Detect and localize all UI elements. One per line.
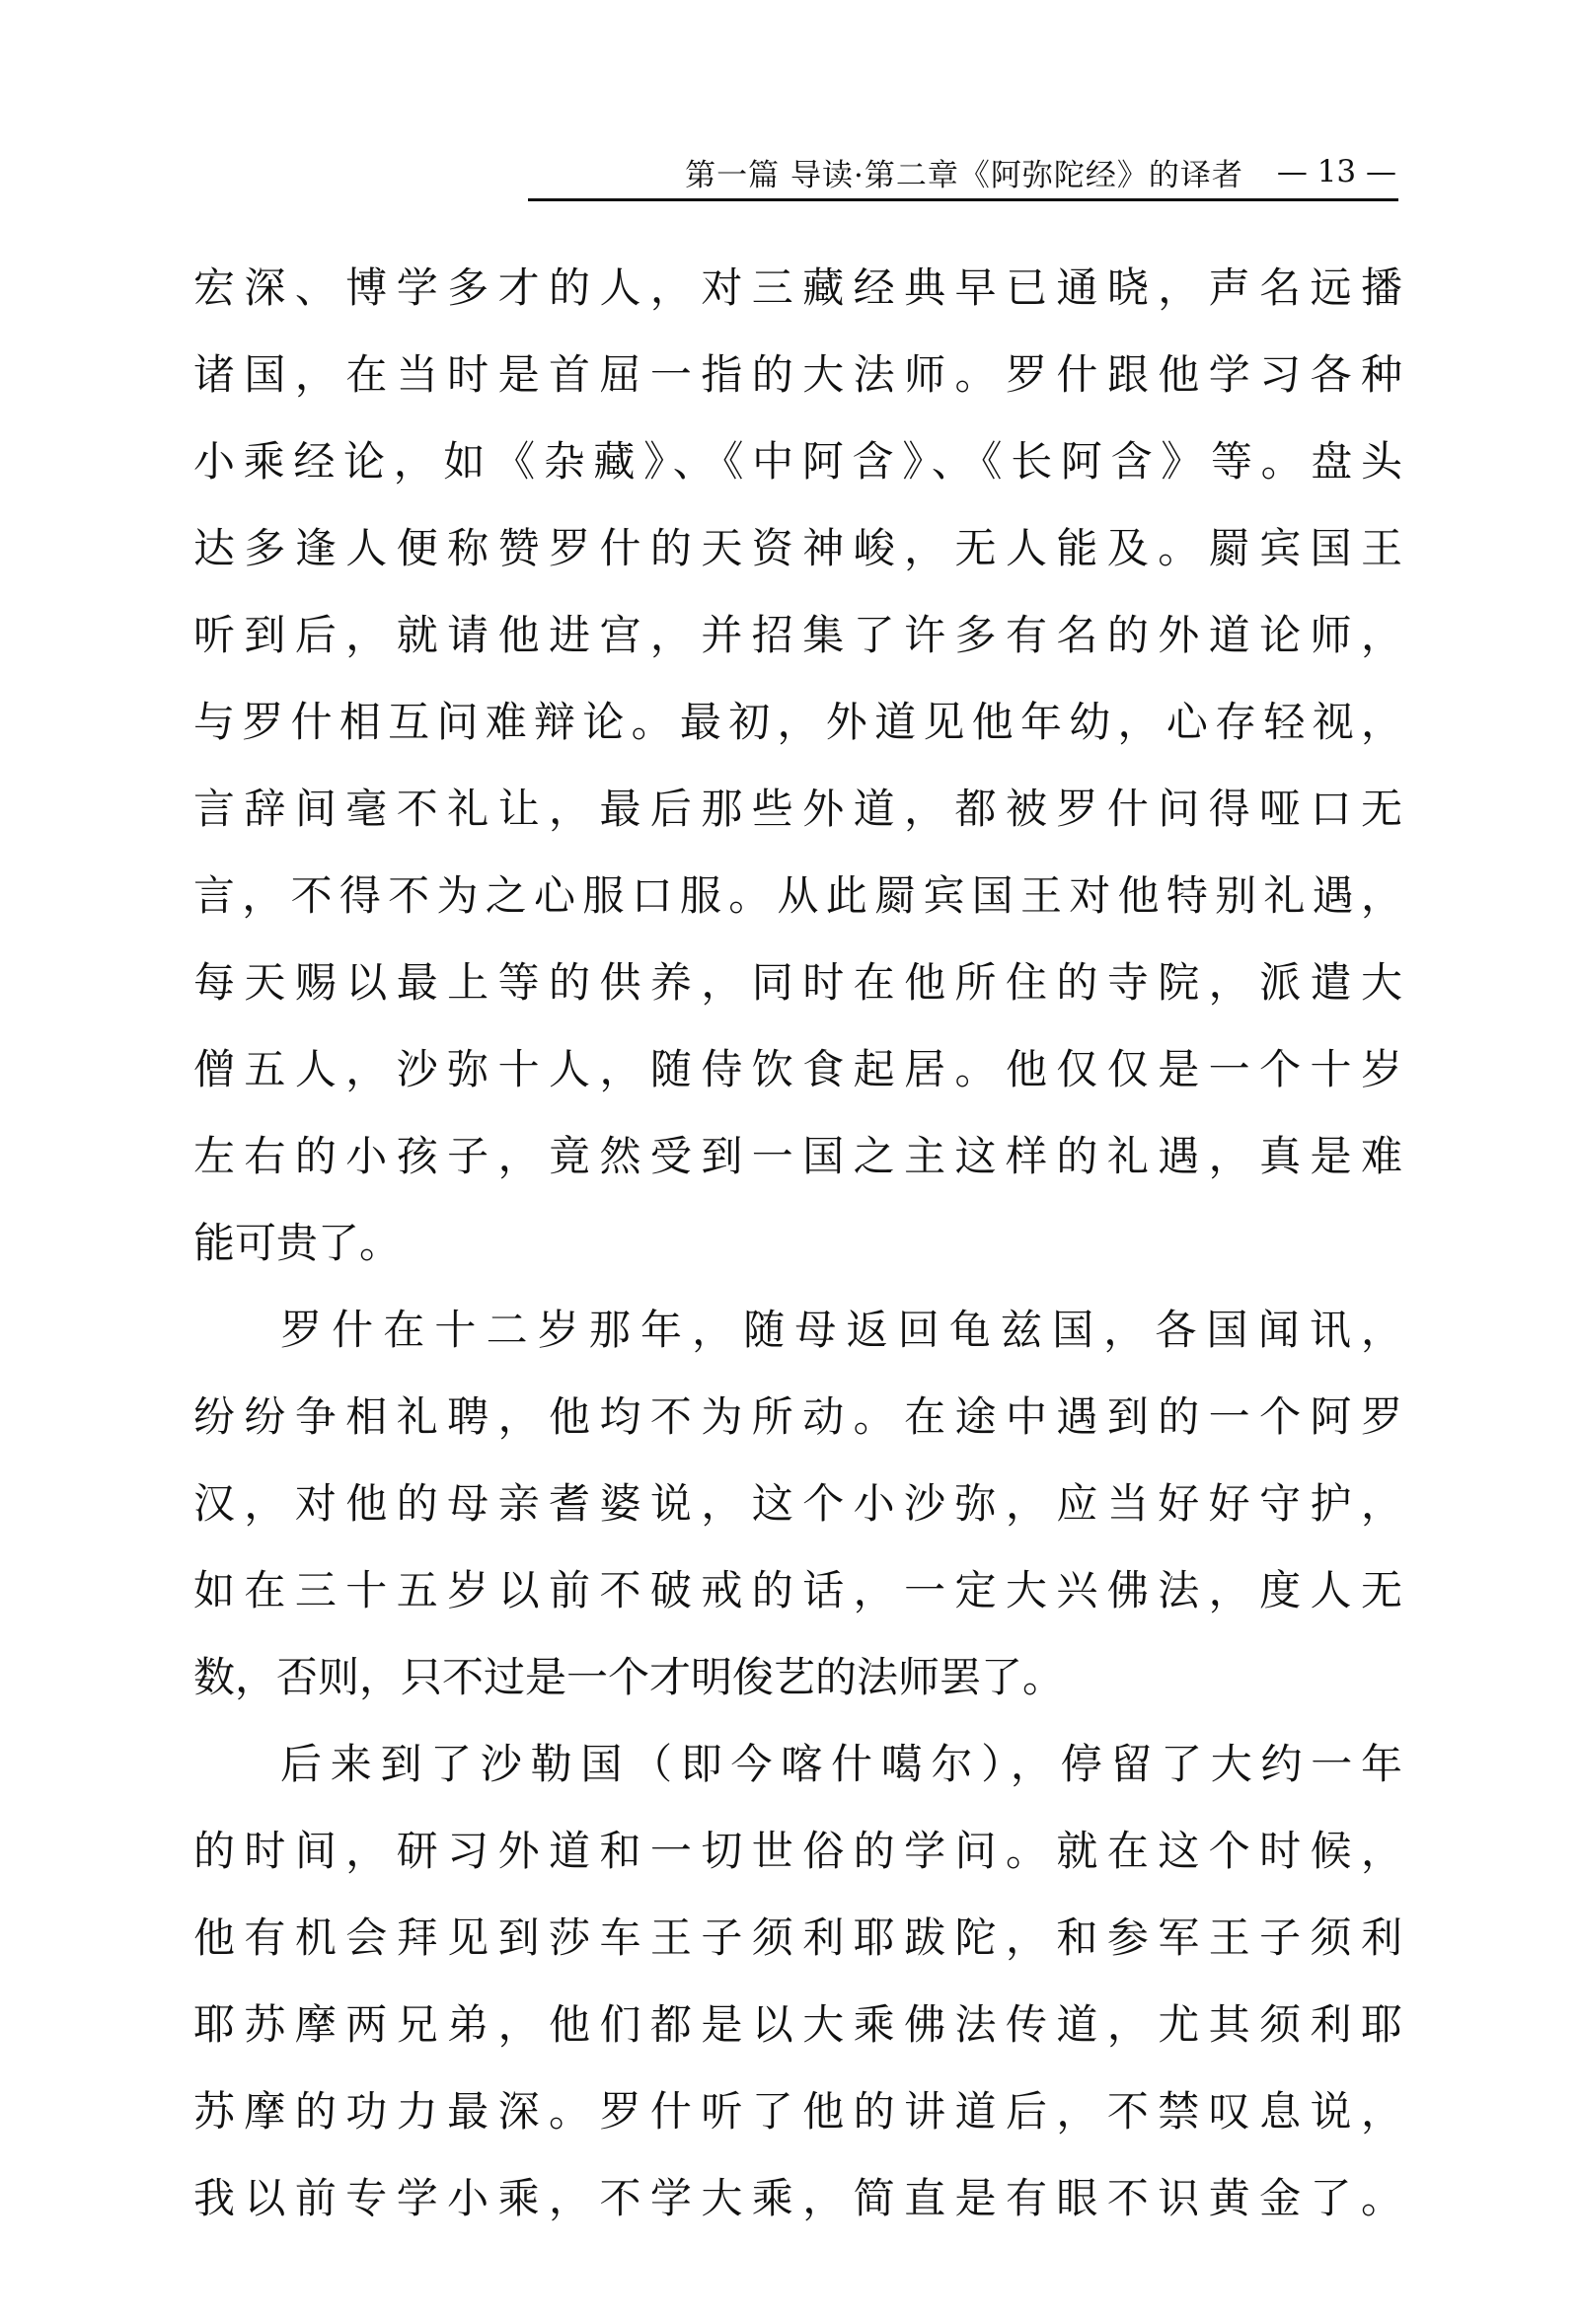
paragraph-end-line: 数，否则，只不过是一个才明俊艺的法师罢了。 (193, 1653, 1065, 1701)
text-line: 小乘经论，如《杂藏》、《中阿含》、《长阿含》等。盘头 (193, 437, 1402, 486)
paragraph-end-line: 能可贵了。 (193, 1219, 402, 1267)
text-line: 纷纷争相礼聘，他均不为所动。在途中遇到的一个阿罗 (193, 1392, 1402, 1441)
text-line: 耶苏摩两兄弟，他们都是以大乘佛法传道，尤其须利耶 (193, 2000, 1402, 2049)
text-line: 听到后，就请他进宫，并招集了许多有名的外道论师， (193, 611, 1402, 659)
paragraph-start-line: 后来到了沙勒国（即今喀什噶尔），停留了大约一年 (280, 1740, 1402, 1788)
text-line: 他有机会拜见到莎车王子须利耶跋陀，和参军王子须利 (193, 1913, 1402, 1962)
running-header (528, 148, 1396, 195)
text-line: 宏深、博学多才的人，对三藏经典早已通晓，声名远播 (193, 263, 1402, 312)
page-number: — 13 — (1276, 154, 1396, 189)
body-text (193, 245, 1402, 2242)
text-line: 言，不得不为之心服口服。从此罽宾国王对他特别礼遇， (193, 871, 1402, 920)
text-line: 诸国，在当时是首屈一指的大法师。罗什跟他学习各种 (193, 350, 1402, 399)
text-line: 左右的小孩子，竟然受到一国之主这样的礼遇，真是难 (193, 1132, 1402, 1180)
text-line: 与罗什相互问难辩论。最初，外道见他年幼，心存轻视， (193, 698, 1402, 746)
text-line: 达多逢人便称赞罗什的天资神峻，无人能及。罽宾国王 (193, 524, 1402, 572)
text-line: 我以前专学小乘，不学大乘，简直是有眼不识黄金了。 (193, 2174, 1402, 2222)
text-line: 如在三十五岁以前不破戒的话，一定大兴佛法，度人无 (193, 1566, 1402, 1614)
chapter-title: 第一篇 导读·第二章《阿弥陀经》的译者 (685, 157, 1243, 193)
paragraph-start-line: 罗什在十二岁那年，随母返回龟兹国，各国闻讯， (280, 1306, 1402, 1354)
text-line: 汉，对他的母亲耆婆说，这个小沙弥，应当好好守护， (193, 1479, 1402, 1528)
text-line: 僧五人，沙弥十人，随侍饮食起居。他仅仅是一个十岁 (193, 1045, 1402, 1093)
text-line: 每天赐以最上等的供养，同时在他所住的寺院，派遣大 (193, 958, 1402, 1007)
header-rule (528, 198, 1398, 201)
text-line: 苏摩的功力最深。罗什听了他的讲道后，不禁叹息说， (193, 2087, 1402, 2136)
text-line: 的时间，研习外道和一切世俗的学问。就在这个时候， (193, 1827, 1402, 1875)
text-line: 言辞间毫不礼让，最后那些外道，都被罗什问得哑口无 (193, 785, 1402, 833)
